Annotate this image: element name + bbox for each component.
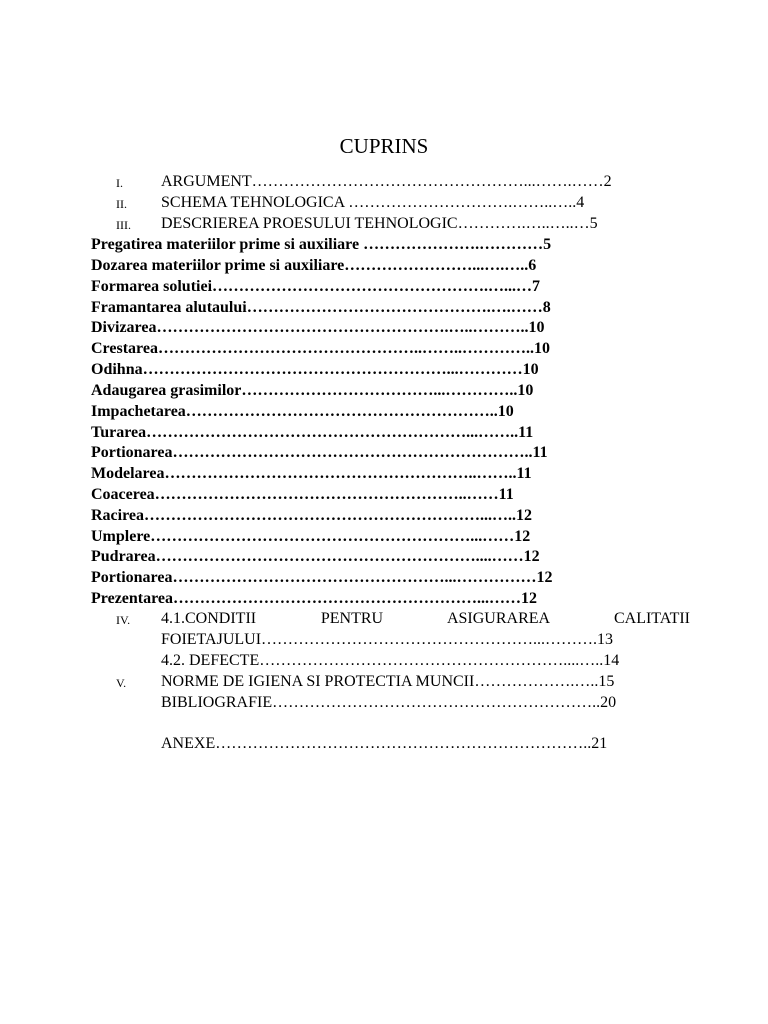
toc-entry: 4.1.CONDITII PENTRU ASIGURAREA CALITATII bbox=[161, 610, 690, 627]
toc-subentry: Turarea……………………………………………………...……..11 bbox=[91, 424, 534, 441]
toc-entry: ANEXE……………………………………………………………..21 bbox=[161, 735, 608, 752]
toc-entry: ARGUMENT……………………………………………...…….……2 bbox=[161, 173, 612, 190]
toc-subentry: Dozarea materiilor prime si auxiliare……………………...….…..6 bbox=[91, 257, 537, 274]
toc-entry: NORME DE IGIENA SI PROTECTIA MUNCII……………….…..15 bbox=[161, 673, 615, 690]
toc-subentry: Divizarea……………………………………………….…..………..10 bbox=[91, 319, 545, 336]
roman-numeral: V. bbox=[116, 676, 127, 690]
toc-entry: FOIETAJULUI……………………………………………...……….13 bbox=[161, 631, 614, 648]
toc-subentry: Umplere……………………………………………………...……12 bbox=[91, 528, 531, 545]
toc-entry: 4.2. DEFECTE…………………………………………………....…..14 bbox=[161, 652, 620, 669]
toc-subentry: Odihna…………………………………………………...…………10 bbox=[91, 361, 539, 378]
toc-subentry: Modelarea…………………………………………………..……..11 bbox=[91, 465, 532, 482]
toc-subentry: Prezentarea…………………………………………………...……12 bbox=[91, 590, 538, 607]
roman-numeral: I. bbox=[116, 176, 123, 190]
toc-subentry: Portionarea…………………………………………………………..11 bbox=[91, 444, 548, 461]
toc-subentry: Adaugarea grasimilor………………………………...…………..10 bbox=[91, 382, 534, 399]
page-title: CUPRINS bbox=[339, 134, 429, 159]
toc-subentry: Formarea solutiei…………………………………………….…...…7 bbox=[91, 278, 541, 295]
roman-numeral: IV. bbox=[116, 613, 131, 627]
toc-subentry: Coacerea…………………………………………………..……11 bbox=[91, 486, 514, 503]
toc-subentry: Portionarea……………………………………………...……………12 bbox=[91, 569, 553, 586]
toc-subentry: Pudrarea……………………………………………………....……12 bbox=[91, 548, 540, 565]
toc-subentry: Crestarea…………………………………………..……..…………..10 bbox=[91, 340, 550, 357]
roman-numeral: III. bbox=[116, 218, 131, 232]
toc-entry: BIBLIOGRAFIE……………………………………………………..20 bbox=[161, 694, 617, 711]
toc-entry: SCHEMA TEHNOLOGICA ………………………….……..…..4 bbox=[161, 194, 585, 211]
toc-entry: DESCRIEREA PROESULUI TEHNOLOGIC………….…..…..…5 bbox=[161, 215, 598, 232]
toc-subentry: Racirea………………………………………………………...…..12 bbox=[91, 507, 533, 524]
toc-subentry: Impachetarea…………………………………………………..10 bbox=[91, 403, 514, 420]
toc-subentry: Framantarea alutaului……………………………………….….……8 bbox=[91, 299, 551, 316]
toc-subentry: Pregatirea materiilor prime si auxiliare ………………….…………5 bbox=[91, 236, 552, 253]
roman-numeral: II. bbox=[116, 197, 127, 211]
